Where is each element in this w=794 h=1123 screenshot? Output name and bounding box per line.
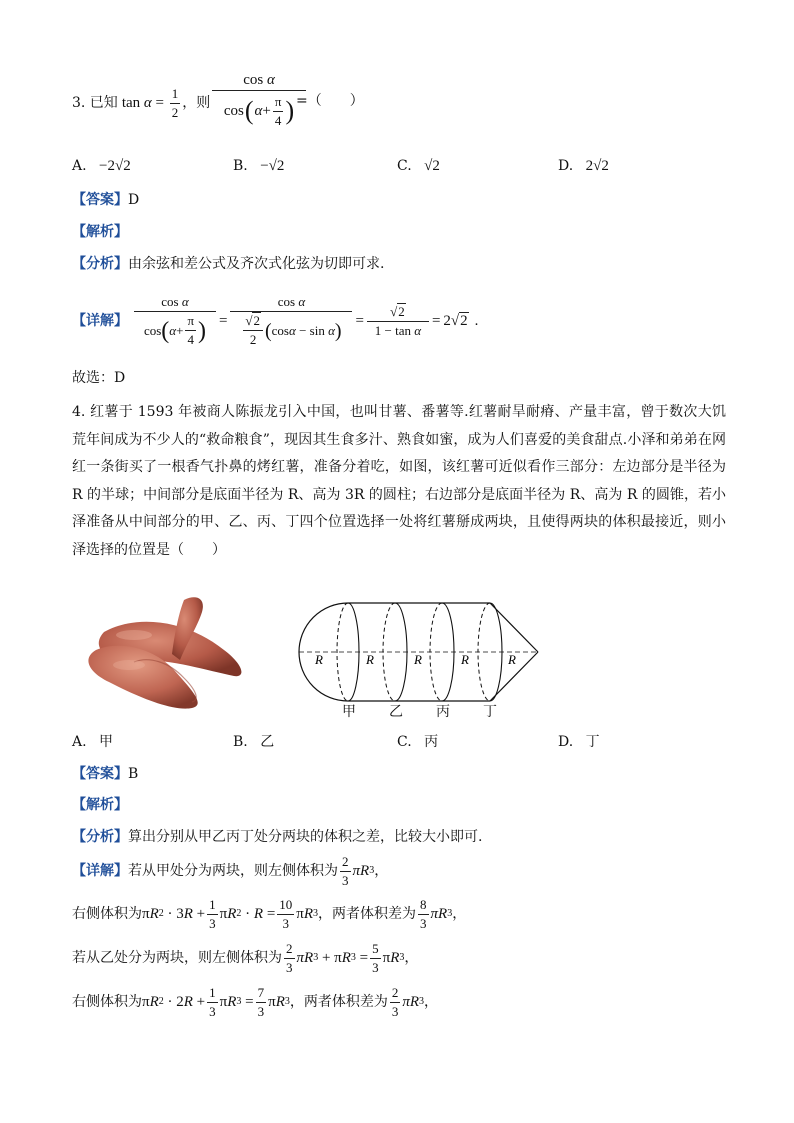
q3-stem-mid: ，则: [182, 95, 211, 111]
q3-conclusion: 故选：D: [72, 370, 126, 386]
q4-stem: 4. 红薯于 1593 年被商人陈振龙引入中国，也叫甘薯、番薯等.红薯耐旱耐瘠、产量丰富，曾于数次大饥荒年间成为不少人的“救命粮食”，现因其生食多汁、熟食如蜜，成为人们喜爱的美食甜点.小泽和弟弟在网红一条街买了一根香气扑鼻的烤红薯，准备分着吃，如图，该红薯可近似看作三部分：左边部分是半径为 R 的半球；中间部分是底面半径为 R、高为 3R 的圆柱；右边部分是底面半径为 R、高为 R 的圆锥，若小泽准备从中间部分的甲、乙、丙、丁四个位置选择一处将红薯掰成两块，且使得两块的体积最接近，则小泽选择的位置是（ ）: [72, 404, 726, 558]
q4-option-d-label: D.: [558, 734, 574, 750]
figure-label-r3: R: [414, 652, 422, 667]
position-label-yi: 乙: [389, 704, 403, 720]
q4-detail-2-mid: ，两者体积差为: [318, 906, 417, 922]
q3-option-a-label: A.: [72, 158, 87, 174]
q4-option-b-value: 乙: [260, 734, 275, 750]
q3-option-b-label: B.: [233, 158, 248, 174]
q3-fenxi-text: 由余弦和差公式及齐次式化弦为切即可求.: [128, 256, 385, 272]
q4-fenxi-tag: 【分析】: [72, 829, 128, 845]
q3-stem-suffix: =（ ）: [296, 93, 364, 109]
q4-option-a-value: 甲: [99, 734, 114, 750]
section-ding: [478, 603, 502, 701]
q3-stem: [72, 85, 211, 120]
q4-detail-2-prefix: 右侧体积为: [72, 906, 142, 922]
q3-fenxi: [72, 254, 384, 274]
q4-option-c-label: C.: [397, 734, 412, 750]
q3-option-c[interactable]: [397, 156, 440, 176]
q4-detail-1-prefix: 若从甲处分为两块，则左侧体积为: [128, 863, 338, 879]
q3-detail-tag: 【详解】: [72, 313, 128, 329]
q3-option-d[interactable]: [558, 156, 609, 176]
q3-option-d-value: 2√2: [585, 158, 609, 174]
position-label-bing: 丙: [436, 704, 450, 720]
q3-derivation: cos α cos ( α + $\frac{\pi}{4}$ ) = cos α $\frac{√2}{2}$ ( cos α − sin α ) = $\frac{√2}{\text{1 − tan α}}$ = 2√2 .: [134, 294, 478, 348]
q4-option-c-value: 丙: [424, 734, 439, 750]
q4-detail-4-formula: π R 2 · 2 R + $\frac{1}{3}$ π R 3 = $\frac{7}{3}$ π R 3: [142, 984, 290, 1019]
q3-main-fraction: cos α cos ( α + $\frac{\pi}{4}$ ): [212, 70, 306, 131]
q3-option-b[interactable]: [233, 156, 284, 176]
position-label-ding: 丁: [483, 704, 497, 720]
q3-stem-prefix: 3. 已知: [72, 95, 118, 111]
sweet-potato-diagram: [290, 596, 550, 726]
q3-answer: [72, 190, 139, 210]
q4-detail-4-mid: ，两者体积差为: [289, 994, 388, 1010]
q4-detail-line-3: 若从乙处分为两块，则左侧体积为 $\frac{2}{3}$ πR 3 + π R 3 = $\frac{5}{3}$ π R 3 ，: [72, 940, 419, 975]
diagram-svg: [290, 596, 550, 726]
q4-detail-3-prefix: 若从乙处分为两块，则左侧体积为: [72, 950, 282, 966]
figure-label-r4: R: [461, 652, 469, 667]
q3-tan-expr: tan α =: [121, 95, 168, 111]
figure-label-r5: R: [508, 652, 516, 667]
q4-answer-tag: 【答案】: [72, 766, 128, 782]
q4-fenxi: [72, 827, 482, 847]
q4-detail-2-formula: π R 2 · 3 R + $\frac{1}{3}$ π R 2 · R = $\frac{10}{3}$ π R 3: [142, 896, 319, 931]
q4-option-a-label: A.: [72, 734, 87, 750]
q3-analysis-heading: [72, 222, 128, 242]
q4-detail-1-formula: $\frac{2}{3}$ π R 3: [342, 853, 375, 888]
q3-answer-value: D: [128, 192, 140, 208]
q3-detail: [72, 286, 478, 356]
q3-analysis-tag: 【解析】: [72, 224, 128, 240]
q4-analysis-tag: 【解析】: [72, 797, 128, 813]
q4-detail-line-2: 右侧体积为 π R 2 · 3 R + $\frac{1}{3}$ π R 2 · R = $\frac{10}{3}$ π R 3 ，两者体积差为 $\frac{8}{3}$ πR 3 ，: [72, 896, 467, 931]
cone-upper-edge: [490, 603, 538, 652]
section-bing: [430, 603, 454, 701]
q3-option-b-value: −√2: [260, 158, 285, 174]
q3-answer-tag: 【答案】: [72, 192, 128, 208]
q3-option-c-value: √2: [424, 158, 440, 174]
q4-option-c[interactable]: [397, 732, 438, 752]
q4-detail-4-diff: $\frac{2}{3}$ πR 3: [391, 984, 425, 1019]
q3-option-a-value: −2√2: [99, 158, 131, 174]
position-label-jia: 甲: [342, 704, 356, 720]
q3-fenxi-tag: 【分析】: [72, 256, 128, 272]
q4-detail-line-1: 【详解】 若从甲处分为两块，则左侧体积为 $\frac{2}{3}$ π R 3 ，: [72, 853, 389, 888]
q4-detail-line-4: 右侧体积为 π R 2 · 2 R + $\frac{1}{3}$ π R 3 = $\frac{7}{3}$ π R 3 ，两者体积差为 $\frac{2}{3}$ πR 3 ，: [72, 984, 439, 1019]
q4-detail-3-formula: $\frac{2}{3}$ πR 3 + π R 3 = $\frac{5}{3}$ π R 3: [286, 940, 405, 975]
q3-half-fraction: $\frac{1}{2}$: [171, 85, 179, 120]
q4-detail-tag: 【详解】: [72, 863, 128, 879]
q4-answer: [72, 764, 138, 784]
q4-option-b[interactable]: [233, 732, 274, 752]
q3-option-c-label: C.: [397, 158, 412, 174]
figure-label-r2: R: [366, 652, 374, 667]
sweet-potato-image: [74, 590, 250, 715]
q3-option-d-label: D.: [558, 158, 574, 174]
q4-option-d-value: 丁: [585, 734, 600, 750]
figure-label-r1: R: [315, 652, 323, 667]
q4-answer-value: B: [128, 766, 139, 782]
q4-detail-2-diff: $\frac{8}{3}$ πR 3: [420, 896, 453, 931]
q4-detail-4-prefix: 右侧体积为: [72, 994, 142, 1010]
q4-fenxi-text: 算出分别从甲乙丙丁处分两块的体积之差，比较大小即可.: [128, 829, 483, 845]
q3-option-a[interactable]: [72, 156, 131, 176]
q4-analysis-heading: [72, 795, 128, 815]
q4-option-a[interactable]: [72, 732, 113, 752]
q4-option-d[interactable]: [558, 732, 600, 752]
q4-option-b-label: B.: [233, 734, 248, 750]
